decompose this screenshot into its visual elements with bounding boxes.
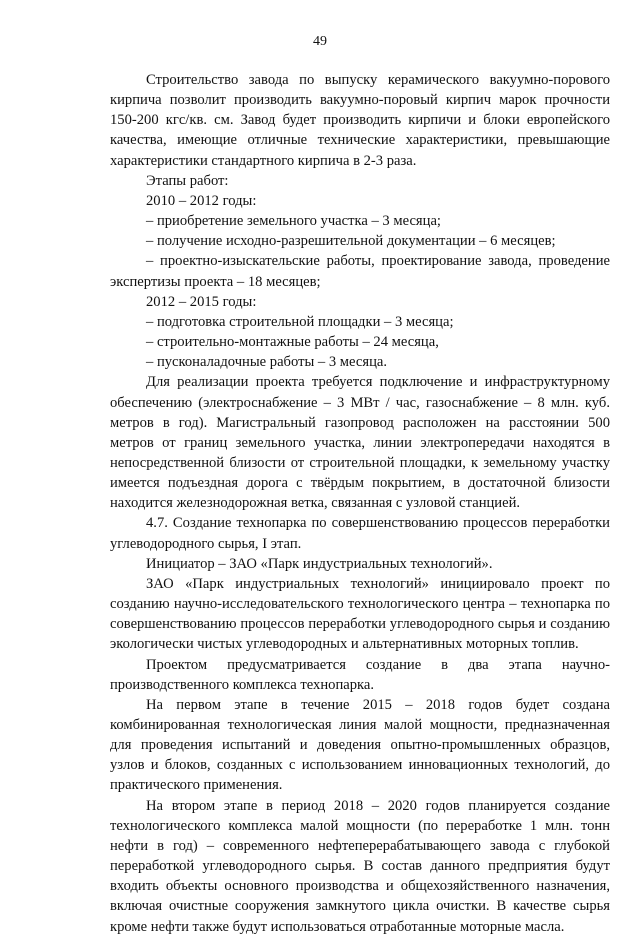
list-item: – приобретение земельного участка – 3 месяца; (146, 213, 441, 230)
paragraph-technopark: ЗАО «Парк индустриальных технологий» инициировало проект по созданию научно-исследовательского технологического центра – технопарка по совершенствованию процессов переработки углеводородного сырья и созданию экологически чистых углеводородных и альтернативных моторных топлив. (110, 575, 610, 653)
list-item: – строительно-монтажные работы – 24 месяца, (146, 334, 439, 351)
paragraph-infrastructure: Для реализации проекта требуется подключение и инфраструктурному обеспечению (электроснабжение – 3 МВт / час, газоснабжение – 8 млн. куб. метров в год). Магистральный газопровод расположен на расстоянии 500 метров от границ земельного участка, линии электропередачи находятся в непосредственной близости от строительной площадки, к земельному участку имеется подъездная дорога с твёрдым покрытием, в достаточной близости находится железнодорожная ветка, связанная с узловой станцией. (110, 374, 610, 512)
stages-heading: Этапы работ: (146, 172, 229, 189)
list-item: – подготовка строительной площадки – 3 месяца; (146, 313, 454, 330)
paragraph-first-stage: На первом этапе в течение 2015 – 2018 годов будет создана комбинированная технологическая линия малой мощности, предназначенная для проведения испытаний и доведения опытно-промышленных образцов, узлов и блоков, созданных с использованием инновационных технологий, до практического применения. (110, 696, 610, 794)
paragraph-two-stages: Проектом предусматривается создание в два этапа научно-производственного комплекса технопарка. (110, 656, 610, 693)
paragraph-brick-factory: Строительство завода по выпуску керамического вакуумно-порового кирпича позволит производить вакуумно-поровый кирпич марок прочности 150-200 кгс/кв. см. Завод будет производить кирпичи и блоки европейского качества, имеющие отличные технические характеристики, превышающие характеристики стандартного кирпича в 2-3 раза. (110, 72, 610, 169)
section-heading-4-7: 4.7. Создание технопарка по совершенствованию процессов переработки углеводородного сырья, I этап. (110, 515, 610, 552)
paragraph-second-stage: На втором этапе в период 2018 – 2020 годов планируется создание технологического комплекса малой мощности (по переработке 1 млн. тонн нефти в год) – современного нефтеперерабатывающего завода с глубокой переработкой углеводородного сырья. В состав данного предприятия будут входить объекты основного производства и общехозяйственного назначения, включая очистные сооружения замкнутого цикла очистки. В качестве сырья кроме нефти также будут использоваться отработанные моторные масла. (110, 797, 610, 935)
period-2010-2012: 2010 – 2012 годы: (146, 192, 257, 209)
list-item: – проектно-изыскательские работы, проектирование завода, проведение экспертизы проекта – 18 месяцев; (110, 253, 610, 290)
page-content (110, 70, 610, 937)
list-item: – получение исходно-разрешительной документации – 6 месяцев; (146, 233, 556, 250)
paragraph-initiator: Инициатор – ЗАО «Парк индустриальных технологий». (146, 555, 493, 572)
period-2012-2015: 2012 – 2015 годы: (146, 293, 257, 310)
list-item: – пусконаладочные работы – 3 месяца. (146, 354, 388, 371)
page-number: 49 (313, 34, 327, 49)
